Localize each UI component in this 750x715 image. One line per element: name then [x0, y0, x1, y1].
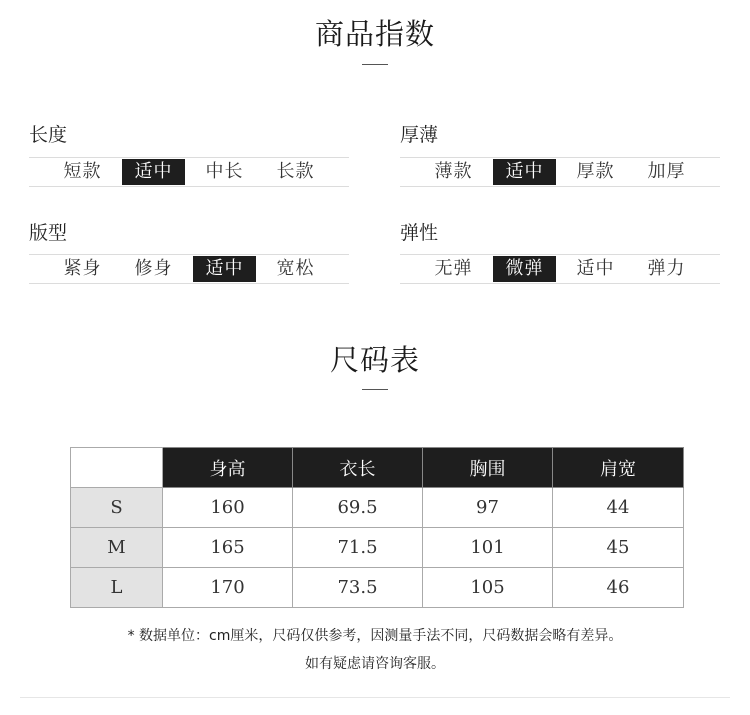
table-cell: 45 [553, 528, 684, 568]
row-header-size: M [71, 528, 163, 568]
option: 无弹 [434, 258, 473, 279]
table-header-row [71, 448, 684, 488]
table-cell: 69.5 [293, 488, 423, 528]
row-header-size: L [71, 568, 163, 608]
table-cell: 105 [423, 568, 553, 608]
option-selected: 适中 [193, 256, 256, 282]
attr-label-fit: 版型 [29, 222, 68, 244]
table-row [71, 528, 684, 568]
attr-options-length [29, 157, 349, 187]
title-divider [362, 389, 388, 390]
table-row [71, 568, 684, 608]
option: 短款 [63, 161, 102, 182]
contact-note: 如有疑虑请咨询客服。 [305, 656, 445, 672]
table-cell: 44 [553, 488, 684, 528]
option: 中长 [205, 161, 244, 182]
table-cell: 101 [423, 528, 553, 568]
option: 宽松 [276, 258, 315, 279]
option-selected: 适中 [493, 159, 556, 185]
column-header: 肩宽 [553, 448, 684, 488]
table-cell: 160 [163, 488, 293, 528]
table-cell: 97 [423, 488, 553, 528]
table-cell: 165 [163, 528, 293, 568]
attr-label-elasticity: 弹性 [400, 222, 439, 244]
table-cell: 46 [553, 568, 684, 608]
product-index-title: 商品指数 [314, 17, 435, 51]
table-cell: 170 [163, 568, 293, 608]
option: 紧身 [63, 258, 102, 279]
option-selected: 适中 [122, 159, 185, 185]
bottom-divider [20, 697, 730, 698]
title-divider [362, 64, 388, 65]
attr-label-length: 长度 [29, 124, 68, 146]
option: 修身 [134, 258, 173, 279]
size-chart-title: 尺码表 [329, 343, 420, 377]
measurement-note: * 数据单位：cm厘米，尺码仅供参考，因测量手法不同，尺码数据会略有差异。 [127, 628, 623, 644]
attr-options-fit [29, 254, 349, 284]
table-cell: 71.5 [293, 528, 423, 568]
column-header: 身高 [163, 448, 293, 488]
option: 加厚 [647, 161, 686, 182]
row-header-size: S [71, 488, 163, 528]
option: 弹力 [647, 258, 686, 279]
attr-options-elasticity [400, 254, 720, 284]
option-selected: 微弹 [493, 256, 556, 282]
table-cell: 73.5 [293, 568, 423, 608]
option: 厚款 [576, 161, 615, 182]
size-table [70, 447, 684, 608]
column-header: 胸围 [423, 448, 553, 488]
option: 薄款 [434, 161, 473, 182]
option: 长款 [276, 161, 315, 182]
attr-options-thickness [400, 157, 720, 187]
column-header: 衣长 [293, 448, 423, 488]
table-row [71, 488, 684, 528]
option: 适中 [576, 258, 615, 279]
attr-label-thickness: 厚薄 [400, 124, 439, 146]
table-corner-cell [71, 448, 163, 488]
